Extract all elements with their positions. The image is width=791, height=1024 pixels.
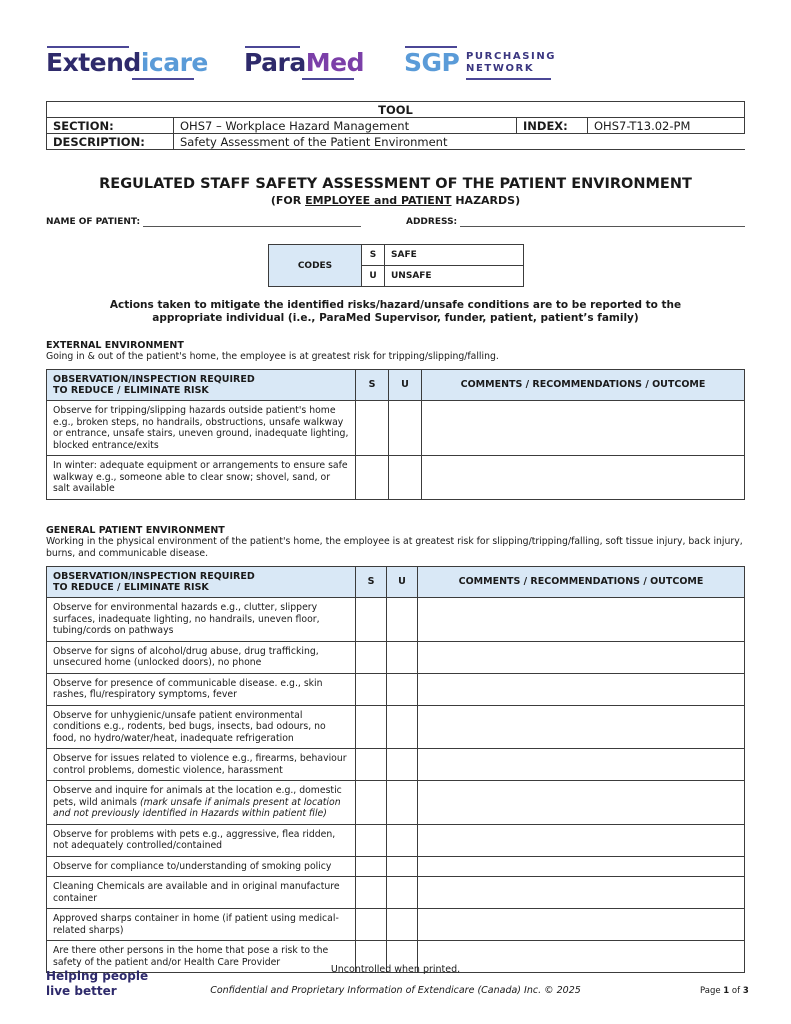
address-input[interactable] <box>460 217 745 227</box>
address-field[interactable]: ADDRESS: <box>406 217 745 227</box>
tool-header-table <box>46 101 745 150</box>
codes-label: CODES <box>269 245 362 287</box>
description-value: Safety Assessment of the Patient Environment <box>174 134 745 150</box>
unsafe-checkbox[interactable] <box>389 401 422 456</box>
codes-legend <box>268 244 524 287</box>
safe-checkbox[interactable] <box>356 877 387 909</box>
comments-field[interactable] <box>418 749 745 781</box>
safe-checkbox[interactable] <box>356 641 387 673</box>
comments-field[interactable] <box>418 877 745 909</box>
comments-field[interactable] <box>422 401 745 456</box>
unsafe-checkbox[interactable] <box>387 749 418 781</box>
table-row: Observe for signs of alcohol/drug abuse, drug trafficking, unsecured home (unlocked doors), no phone <box>47 641 745 673</box>
table-row: Cleaning Chemicals are available and in original manufacture container <box>47 877 745 909</box>
unsafe-checkbox[interactable] <box>387 673 418 705</box>
paramed-logo: ParaMed <box>244 48 364 77</box>
section-value: OHS7 – Workplace Hazard Management <box>174 118 517 134</box>
safe-checkbox[interactable] <box>356 909 387 941</box>
safe-checkbox[interactable] <box>356 598 387 642</box>
extendicare-logo: Extendicare <box>46 48 208 77</box>
comments-field[interactable] <box>418 673 745 705</box>
section-heading-general: GENERAL PATIENT ENVIRONMENT <box>46 525 225 536</box>
safe-checkbox[interactable] <box>356 401 389 456</box>
table-row: Approved sharps container in home (if patient using medical-related sharps) <box>47 909 745 941</box>
col-s: S <box>356 567 387 598</box>
table-row: Observe and inquire for animals at the location e.g., domestic pets, wild animals (mark unsafe if animals present at location and not previously identified in Hazards within patient file) <box>47 781 745 825</box>
unsafe-checkbox[interactable] <box>387 598 418 642</box>
unsafe-checkbox[interactable] <box>387 877 418 909</box>
safe-checkbox[interactable] <box>356 856 387 877</box>
table-row: Observe for tripping/slipping hazards outside patient's home e.g., broken steps, no handrails, obstructions, unsafe walkway or entrance, unsafe stairs, uneven ground, inadequate lighting, blocked entrance/exits <box>47 401 745 456</box>
table-row: Observe for environmental hazards e.g., clutter, slippery surfaces, inadequate lighting, no handrails, uneven floor, tubing/cords on pathways <box>47 598 745 642</box>
code-s-meaning: SAFE <box>385 245 524 266</box>
code-u-meaning: UNSAFE <box>385 266 524 287</box>
unsafe-checkbox[interactable] <box>387 705 418 749</box>
code-s: S <box>362 245 385 266</box>
table-row: Observe for presence of communicable disease. e.g., skin rashes, flu/respiratory symptoms, fever <box>47 673 745 705</box>
safe-checkbox[interactable] <box>356 749 387 781</box>
table-row: Observe for problems with pets e.g., aggressive, flea ridden, not adequately controlled/contained <box>47 824 745 856</box>
index-value: OHS7-T13.02-PM <box>588 118 745 134</box>
safe-checkbox[interactable] <box>356 824 387 856</box>
safe-checkbox[interactable] <box>356 673 387 705</box>
index-label: INDEX: <box>517 118 588 134</box>
patient-name-field[interactable]: NAME OF PATIENT: <box>46 217 361 227</box>
footer-tagline: Helping people live better <box>46 969 149 998</box>
comments-field[interactable] <box>418 781 745 825</box>
safe-checkbox[interactable] <box>356 781 387 825</box>
section-description-general: Working in the physical environment of the patient's home, the employee is at greatest risk for slipping/tripping/falling, soft tissue injury, back injury, burns, and communicable disease. <box>46 536 743 559</box>
unsafe-checkbox[interactable] <box>387 781 418 825</box>
tool-title: TOOL <box>47 102 745 118</box>
section-description-external: Going in & out of the patient's home, the employee is at greatest risk for tripping/slipping/falling. <box>46 351 499 362</box>
comments-field[interactable] <box>418 856 745 877</box>
section-label: SECTION: <box>47 118 174 134</box>
col-u: U <box>387 567 418 598</box>
section-heading-external: EXTERNAL ENVIRONMENT <box>46 340 184 351</box>
unsafe-checkbox[interactable] <box>389 456 422 500</box>
comments-field[interactable] <box>418 824 745 856</box>
page-title: REGULATED STAFF SAFETY ASSESSMENT OF THE PATIENT ENVIRONMENT <box>99 176 692 192</box>
unsafe-checkbox[interactable] <box>387 909 418 941</box>
description-label: DESCRIPTION: <box>47 134 174 150</box>
logo-bar <box>46 40 566 85</box>
comments-field[interactable] <box>418 641 745 673</box>
table-row: In winter: adequate equipment or arrangements to ensure safe walkway e.g., someone able to clear snow; shovel, sand, or salt available <box>47 456 745 500</box>
uncontrolled-notice: Uncontrolled when printed. <box>330 964 461 975</box>
table-row: Are there other persons in the home that pose a risk to the safety of the patient and/or Health Care Provider <box>47 941 745 973</box>
comments-field[interactable] <box>418 598 745 642</box>
mitigation-notice: Actions taken to mitigate the identified risks/hazard/unsafe conditions are to be reported to the appropriate individual (i.e., ParaMed Supervisor, funder, patient, patient’s family) <box>109 299 682 324</box>
comments-field[interactable] <box>418 705 745 749</box>
general-environment-table <box>46 566 745 973</box>
col-observation: OBSERVATION/INSPECTION REQUIRED TO REDUCE / ELIMINATE RISK <box>47 567 356 598</box>
external-environment-table <box>46 369 745 500</box>
sgp-logo: SGP PURCHASING NETWORK <box>404 48 459 77</box>
table-row: Observe for issues related to violence e.g., firearms, behaviour control problems, domestic violence, harassment <box>47 749 745 781</box>
col-s: S <box>356 370 389 401</box>
confidential-notice: Confidential and Proprietary Information of Extendicare (Canada) Inc. © 2025 <box>210 985 581 996</box>
code-u: U <box>362 266 385 287</box>
comments-field[interactable] <box>418 909 745 941</box>
table-row: Observe for unhygienic/unsafe patient environmental conditions e.g., rodents, bed bugs, insects, bad odours, no food, no hydro/water/heat, inadequate refrigeration <box>47 705 745 749</box>
comments-field[interactable] <box>422 456 745 500</box>
col-observation: OBSERVATION/INSPECTION REQUIRED TO REDUCE / ELIMINATE RISK <box>47 370 356 401</box>
unsafe-checkbox[interactable] <box>387 856 418 877</box>
table-row: Observe for compliance to/understanding of smoking policy <box>47 856 745 877</box>
safe-checkbox[interactable] <box>356 456 389 500</box>
col-u: U <box>389 370 422 401</box>
col-comments: COMMENTS / RECOMMENDATIONS / OUTCOME <box>422 370 745 401</box>
unsafe-checkbox[interactable] <box>387 641 418 673</box>
col-comments: COMMENTS / RECOMMENDATIONS / OUTCOME <box>418 567 745 598</box>
patient-name-input[interactable] <box>143 217 361 227</box>
safe-checkbox[interactable] <box>356 705 387 749</box>
page-number: Page 1 of 3 <box>700 986 749 996</box>
page-subtitle: (FOR EMPLOYEE and PATIENT HAZARDS) <box>270 194 521 207</box>
unsafe-checkbox[interactable] <box>387 824 418 856</box>
